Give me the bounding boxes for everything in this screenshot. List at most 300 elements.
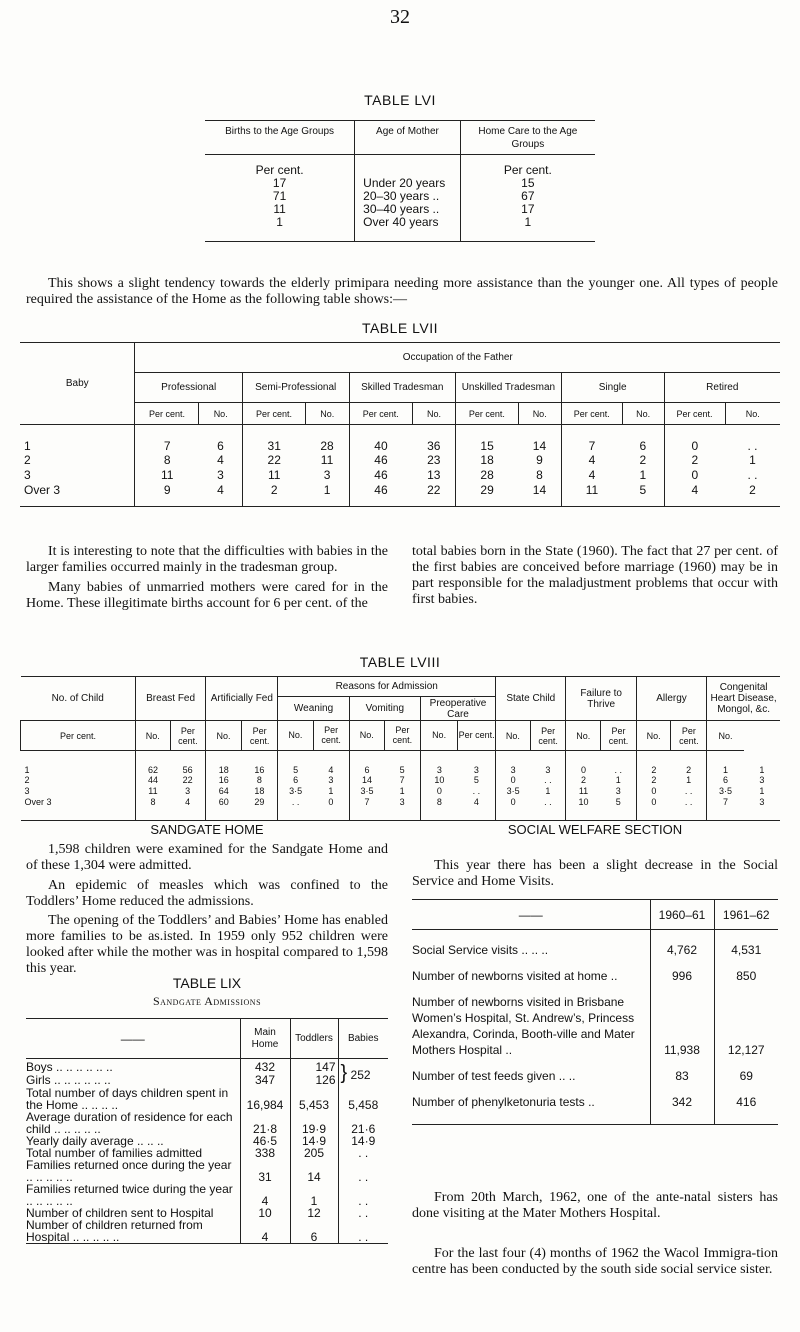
t56-unit: Per cent.	[460, 155, 595, 177]
t57-cell: 8	[536, 468, 543, 482]
social-cell: 69	[714, 1058, 778, 1084]
t58-cell: . .	[544, 775, 552, 785]
t58-sub-header: No.	[135, 721, 170, 751]
table-row	[412, 958, 778, 984]
t59-cell: 46·5	[240, 1135, 290, 1147]
t56-cell: 11	[273, 201, 286, 216]
social-cell: 996	[650, 958, 714, 984]
t59-row-label: Total number of families admitted	[26, 1145, 203, 1160]
t58-cell: . .	[472, 786, 481, 796]
t57-sub-header: Per cent.	[135, 403, 199, 425]
t58-cell: . .	[278, 797, 313, 821]
t58-sub-header: No.	[349, 721, 384, 751]
t56-cell: 20–30 years ..	[355, 190, 461, 203]
t57-occupation-header: Occupation of the Father	[135, 343, 780, 373]
social-heading: SOCIAL WELFARE SECTION	[507, 822, 683, 837]
t58-cell: 3	[399, 796, 405, 807]
t59-cell: . .	[338, 1147, 388, 1159]
t58-cell: 5	[473, 775, 479, 785]
table-row	[412, 930, 778, 959]
table-row	[26, 1147, 388, 1159]
t58-cell: 1	[615, 775, 621, 785]
t59-cell: 205	[290, 1147, 338, 1159]
t56-cell: Under 20 years	[355, 177, 461, 190]
table-59-title: TABLE LIX	[172, 975, 242, 991]
t57-sub-header: No.	[306, 403, 349, 425]
paragraph-primipara: This shows a slight tendency towards the elderly primipara needing more assistance than the younger one. All types of people required the assistance of the Home as the following table shows:—	[26, 276, 778, 307]
t56-cell: 15	[460, 177, 595, 190]
social-paragraph-1: This year there has been a slight decrease in the Social Service and Home Visits.	[412, 858, 778, 889]
t59-cell: 147	[290, 1059, 338, 1073]
social-cell: 12,127	[714, 984, 778, 1058]
social-row-label: Number of phenylketonuria tests ..	[412, 1095, 595, 1109]
table-row	[21, 775, 781, 786]
t58-sub-header: Per cent.	[170, 721, 206, 751]
t58-cell: 3·5	[349, 786, 384, 797]
t58-cell: 22	[182, 775, 193, 785]
t58-cell: 2	[636, 775, 671, 786]
t57-cell: 11	[320, 453, 334, 467]
t58-cell: 3	[759, 796, 765, 807]
t57-cell: 4	[217, 453, 224, 467]
t58-sub-header: Per cent.	[530, 721, 566, 751]
t58-cell: 0	[496, 775, 531, 786]
t58-cell: 0	[636, 797, 671, 821]
table-row	[26, 1159, 388, 1183]
t58-sub-header: Per cent.	[21, 721, 136, 751]
t57-cell: 29	[456, 483, 519, 507]
table-row	[26, 1183, 388, 1207]
t58-cell: 1	[399, 786, 405, 796]
t57-cell: 31	[242, 425, 305, 453]
t57-sub-header: Per cent.	[349, 403, 412, 425]
social-paragraph-3: For the last four (4) months of 1962 the Wacol Immigra-tion centre has been conducted by the south side social service sister.	[412, 1246, 778, 1277]
t58-sub-header: Per cent.	[601, 721, 637, 751]
t58-cell: . .	[684, 786, 693, 796]
social-paragraph-2: From 20th March, 1962, one of the ante-natal sisters has done visiting at the Mater Mothers Hospital.	[412, 1190, 778, 1221]
t57-row-label: 2	[24, 453, 31, 467]
t57-cell: 5	[639, 482, 647, 497]
t58-cell: 11	[566, 786, 601, 797]
table-56-title: TABLE LVI	[364, 92, 436, 108]
t59-cell: 21·8	[240, 1111, 290, 1135]
table-57	[20, 342, 780, 507]
t57-cell: 22	[242, 453, 305, 468]
t59-cell: 4	[240, 1219, 290, 1244]
t58-cell: 1	[328, 786, 334, 796]
t58-cell: 44	[135, 775, 170, 786]
t58-cell: 4	[185, 796, 191, 807]
t56-unit: Per cent.	[255, 162, 304, 177]
t58-cell: 8	[256, 775, 262, 785]
t57-group-header: Single	[561, 373, 664, 403]
t58-cell: 4	[473, 796, 479, 807]
t59-cell: 338	[240, 1147, 290, 1159]
t56-cell: 17	[272, 175, 287, 190]
t57-sub-header: Per cent.	[456, 403, 519, 425]
t59-row-label: Boys .. .. .. .. .. ..	[26, 1059, 113, 1073]
t59-row-label: Yearly daily average .. .. ..	[26, 1133, 164, 1148]
t58-cell: 3·5	[707, 786, 744, 797]
t59-cell: 10	[240, 1207, 290, 1219]
t58-congenital-header: Congenital Heart Disease, Mongol, &c.	[707, 677, 780, 721]
t57-group-header: Unskilled Tradesman	[456, 373, 562, 403]
table-spacer	[412, 1110, 778, 1124]
social-col-1961: 1961–62	[714, 900, 778, 930]
t58-row-label: 1	[24, 764, 30, 775]
t58-cell: 3·5	[496, 786, 531, 797]
t58-cell: . .	[544, 796, 552, 807]
t59-cell: 252	[350, 1067, 371, 1082]
t57-cell: . .	[747, 468, 758, 482]
t59-row-label: Total number of days children spent in the Home .. .. .. ..	[26, 1085, 229, 1112]
social-row-label: Social Service visits .. .. ..	[412, 943, 549, 957]
social-dash: ——	[412, 900, 650, 930]
t57-cell: 7	[135, 425, 199, 453]
t57-cell: 8	[135, 453, 199, 468]
t58-cell: 1	[545, 786, 551, 796]
t58-cell: 2	[566, 775, 601, 786]
t58-sub-header: No.	[636, 721, 671, 751]
t56-cell: 67	[460, 190, 595, 203]
t56-header-home: Home Care to the Age Groups	[460, 121, 595, 155]
t59-row-label: Average duration of residence for each child .. .. .. .. ..	[26, 1109, 233, 1136]
table-row	[26, 1207, 388, 1219]
t56-cell: 17	[460, 203, 595, 216]
t59-row-label: Girls .. .. .. .. .. ..	[26, 1072, 111, 1087]
t58-cell: 8	[135, 797, 170, 821]
t59-cell: 21·6	[338, 1111, 388, 1135]
t59-cell: 432	[240, 1059, 290, 1073]
t58-weaning-header: Weaning	[278, 697, 349, 721]
t57-sub-header: No.	[199, 403, 242, 425]
t56-cell: 1	[276, 214, 283, 229]
t58-cell: 10	[420, 775, 457, 786]
table-row	[26, 1135, 388, 1147]
social-cell: 850	[714, 958, 778, 984]
t58-cell: 0	[420, 786, 457, 797]
t58-cell: 3	[473, 764, 479, 775]
t58-sub-header: Per cent.	[313, 721, 349, 751]
t58-cell: 0	[566, 751, 601, 775]
t59-cell: 5,458	[338, 1087, 388, 1111]
t57-cell: . .	[747, 438, 758, 453]
t57-cell: 15	[456, 425, 519, 453]
table-row	[20, 453, 780, 468]
t58-cell: 6	[278, 775, 313, 786]
t57-cell: 3	[217, 468, 224, 482]
t57-sub-header: Per cent.	[242, 403, 305, 425]
paragraph-tradesman: It is interesting to note that the difficulties with babies in the larger families occurred mainly in the tradesman group.	[26, 544, 388, 575]
t57-sub-header: No.	[518, 403, 561, 425]
t56-header-births: Births to the Age Groups	[205, 121, 355, 155]
t57-group-header: Semi-Professional	[242, 373, 349, 403]
t57-baby-header: Baby	[20, 343, 135, 425]
table-58	[20, 676, 780, 821]
t59-cell: 5,453	[290, 1087, 338, 1111]
t57-cell: 4	[217, 482, 224, 497]
t58-cell: 3	[545, 764, 551, 775]
t57-cell: 1	[639, 468, 647, 482]
social-table	[412, 899, 778, 1125]
t58-cell: 3	[328, 775, 334, 785]
t58-breast-header: Breast Fed	[135, 677, 205, 721]
t58-artificial-header: Artificially Fed	[206, 677, 278, 721]
brace-icon: }	[340, 1061, 348, 1084]
t57-cell: 3	[323, 468, 331, 482]
table-row	[21, 751, 781, 775]
t58-cell: 3	[759, 775, 765, 785]
paragraph-first-babies: total babies born in the State (1960). The fact that 27 per cent. of the first babies are conceived before marriage (1960) may be in part responsible for the maladjustment problems that occur with first babies.	[412, 544, 778, 607]
t57-cell: 46	[349, 453, 412, 468]
t58-cell: 14	[349, 775, 384, 786]
t57-cell: 22	[427, 482, 441, 497]
t57-group-header: Retired	[664, 373, 780, 403]
t57-cell: 36	[427, 438, 441, 453]
t58-cell: 18	[254, 786, 265, 796]
sandgate-paragraph-3: The opening of the Toddlers’ and Babies’ Home has enabled more families to be as.isted. In 1959 only 952 children were looked after while the mother was in hospital compared to 1,598 this year.	[26, 913, 388, 976]
social-col-1960: 1960–61	[650, 900, 714, 930]
t57-cell: 13	[427, 468, 441, 482]
t58-cell: . .	[614, 764, 622, 775]
t57-cell: 4	[664, 483, 725, 507]
table-row	[412, 1084, 778, 1110]
social-cell: 11,938	[650, 984, 714, 1058]
t58-cell: 1	[707, 751, 744, 775]
social-cell: 83	[650, 1058, 714, 1084]
t59-cell: 14·9	[338, 1135, 388, 1147]
t59-cell: 12	[290, 1207, 338, 1219]
social-row-label: Number of newborns visited in Brisbane Women’s Hospital, St. Andrew’s, Princess Alexandra, Corinda, Booth-ville and Mater Mothers Hospital ..	[412, 995, 635, 1057]
t58-cell: 0	[636, 786, 671, 797]
t57-sub-header: Per cent.	[561, 403, 622, 425]
t57-cell: 11	[135, 468, 199, 483]
table-row	[20, 483, 780, 507]
t57-group-header: Professional	[135, 373, 242, 403]
table-row	[20, 468, 780, 483]
t58-reasons-header: Reasons for Admission	[278, 677, 496, 697]
social-cell: 4,762	[650, 930, 714, 959]
t57-cell: 23	[427, 453, 441, 467]
t59-cell: . .	[338, 1207, 388, 1219]
t57-cell: 4	[561, 453, 622, 468]
t57-cell: 11	[561, 483, 622, 507]
social-cell: 342	[650, 1084, 714, 1110]
t57-cell: 40	[349, 425, 412, 453]
t57-row-label: 1	[24, 438, 31, 453]
t57-sub-header: No.	[725, 403, 780, 425]
t57-sub-header: Per cent.	[664, 403, 725, 425]
t58-sub-header: Per cent.	[241, 721, 278, 751]
t56-cell: 30–40 years ..	[355, 203, 461, 216]
t57-row-label: 3	[24, 468, 31, 482]
t58-vomiting-header: Vomiting	[349, 697, 420, 721]
t58-cell: 2	[686, 764, 692, 775]
t58-cell: 3	[420, 751, 457, 775]
t59-cell: . .	[338, 1159, 388, 1183]
social-cell: 4,531	[714, 930, 778, 959]
t57-cell: 0	[664, 425, 725, 453]
t58-cell: 3	[496, 751, 531, 775]
t58-cell: 3	[615, 786, 621, 796]
t58-preop-header: Preoperative Care	[420, 697, 495, 721]
table-58-title: TABLE LVIII	[359, 654, 441, 670]
table-row	[21, 786, 781, 797]
social-row-label: Number of newborns visited at home ..	[412, 969, 618, 983]
t58-no-child-header: No. of Child	[21, 677, 136, 721]
t59-cell: 4	[240, 1183, 290, 1207]
t57-cell: 46	[349, 468, 412, 483]
t57-group-header: Skilled Tradesman	[349, 373, 456, 403]
t58-cell: 10	[566, 797, 601, 821]
t59-row-label: Families returned twice during the year .. .. .. .. ..	[26, 1181, 233, 1208]
t59-cell: 16,984	[240, 1087, 290, 1111]
t59-col-main: Main Home	[240, 1019, 290, 1059]
t59-cell: 126	[290, 1073, 338, 1087]
t57-cell: 1	[323, 482, 331, 497]
t57-cell: 11	[242, 468, 305, 483]
t58-cell: 1	[759, 786, 765, 796]
t59-row-label: Number of children returned from Hospital .. .. .. .. ..	[26, 1217, 203, 1244]
t58-sub-header: No.	[566, 721, 601, 751]
table-57-title: TABLE LVII	[361, 320, 439, 336]
table-row	[412, 1058, 778, 1084]
t59-cell: 19·9	[290, 1111, 338, 1135]
table-56	[205, 120, 595, 242]
t58-sub-header: No.	[206, 721, 242, 751]
t58-cell: 3·5	[278, 786, 313, 797]
table-row	[412, 984, 778, 1058]
t58-cell: 62	[135, 751, 170, 775]
t58-cell: 7	[349, 797, 384, 821]
t58-cell: 11	[135, 786, 170, 797]
t56-header-age: Age of Mother	[355, 121, 461, 155]
t56-cell: 71	[272, 188, 287, 203]
sandgate-heading: SANDGATE HOME	[150, 822, 264, 837]
t57-cell: 4	[561, 468, 622, 483]
t59-cell: 31	[240, 1159, 290, 1183]
t58-row-label: Over 3	[24, 796, 52, 807]
t58-cell: 0	[496, 797, 531, 821]
t58-cell: 2	[636, 751, 671, 775]
t58-row-label: 2	[24, 775, 30, 785]
t58-cell: 1	[759, 764, 765, 775]
t58-cell: 5	[278, 751, 313, 775]
t58-cell: 29	[254, 796, 265, 807]
t57-cell: 2	[639, 453, 647, 467]
t59-cell: 347	[240, 1073, 290, 1087]
table-row	[20, 425, 780, 453]
t58-cell: 1	[686, 775, 692, 785]
t58-cell: 0	[328, 796, 334, 807]
t58-row-label: 3	[24, 786, 30, 796]
t58-sub-header: Per cent.	[671, 721, 707, 751]
t57-cell: 7	[561, 425, 622, 453]
t59-cell: 14	[290, 1159, 338, 1183]
t57-cell: 28	[456, 468, 519, 483]
t59-col-babies: Babies	[338, 1019, 388, 1059]
t58-cell: 5	[615, 796, 621, 807]
t57-cell: 1	[749, 453, 756, 467]
page-number: 32	[390, 6, 410, 28]
t58-state-header: State Child	[496, 677, 566, 721]
t57-cell: 46	[349, 483, 412, 507]
paragraph-unmarried: Many babies of unmarried mothers were cared for in the Home. These illegitimate births account for 6 per cent. of the	[26, 580, 388, 611]
t58-cell: 7	[707, 797, 744, 821]
table-59	[26, 1018, 388, 1244]
t59-brace-cell	[338, 1059, 388, 1087]
t57-sub-header: No.	[622, 403, 664, 425]
t58-cell: 60	[206, 797, 242, 821]
t58-sub-header: Per cent.	[458, 721, 496, 751]
t58-sub-header: No.	[496, 721, 531, 751]
t57-cell: 28	[320, 438, 334, 453]
t57-sub-header: No.	[412, 403, 455, 425]
t58-failure-header: Failure to Thrive	[566, 677, 636, 721]
t59-row-label: Families returned once during the year .. .. .. .. ..	[26, 1157, 232, 1184]
t58-sub-header: Per cent.	[384, 721, 420, 751]
t57-cell: 0	[664, 468, 725, 483]
table-row	[26, 1087, 388, 1111]
table-row	[21, 797, 781, 821]
t58-cell: 3	[185, 786, 191, 796]
t58-allergy-header: Allergy	[636, 677, 706, 721]
t58-cell: 8	[420, 797, 457, 821]
t57-cell: 2	[664, 453, 725, 468]
t58-sub-header: No.	[707, 721, 744, 751]
t58-sub-header: No.	[278, 721, 313, 751]
t57-cell: 14	[532, 438, 547, 453]
t56-cell: Over 40 years	[355, 216, 461, 242]
t58-cell: 7	[399, 775, 405, 785]
t57-cell: 2	[749, 482, 756, 497]
t57-cell: 2	[242, 483, 305, 507]
table-row	[26, 1111, 388, 1135]
t57-cell: 14	[532, 482, 547, 497]
t58-cell: 56	[182, 764, 193, 775]
t56-cell: 1	[460, 216, 595, 242]
t59-cell: 6	[290, 1219, 338, 1244]
table-row	[26, 1219, 388, 1244]
t58-cell: . .	[684, 796, 693, 807]
t58-cell: 4	[328, 764, 334, 775]
social-row-label: Number of test feeds given .. ..	[412, 1069, 576, 1083]
t57-cell: 9	[536, 453, 543, 467]
t59-col-toddlers: Toddlers	[290, 1019, 338, 1059]
t59-row-label: Number of children sent to Hospital	[26, 1205, 214, 1220]
t59-cell: 1	[290, 1183, 338, 1207]
t58-cell: 16	[206, 775, 242, 786]
t58-cell: 6	[349, 751, 384, 775]
t57-row-label: Over 3	[24, 482, 61, 497]
t57-cell: 18	[456, 453, 519, 468]
t57-cell: 6	[217, 438, 224, 453]
t58-cell: 18	[206, 751, 242, 775]
t58-cell: 64	[206, 786, 242, 797]
t59-cell: . .	[338, 1219, 388, 1244]
t59-cell: . .	[338, 1183, 388, 1207]
t59-dash: ——	[26, 1019, 240, 1059]
t58-cell: 16	[254, 764, 265, 775]
t58-cell: 6	[707, 775, 744, 786]
t59-cell: 14·9	[290, 1135, 338, 1147]
social-cell: 416	[714, 1084, 778, 1110]
t57-cell: 6	[639, 438, 647, 453]
table-59-subtitle: Sandgate Admissions	[152, 994, 262, 1008]
sandgate-paragraph-1: 1,598 children were examined for the Sandgate Home and of these 1,304 were admitted.	[26, 842, 388, 873]
t58-sub-header: No.	[420, 721, 457, 751]
t57-cell: 9	[135, 483, 199, 507]
